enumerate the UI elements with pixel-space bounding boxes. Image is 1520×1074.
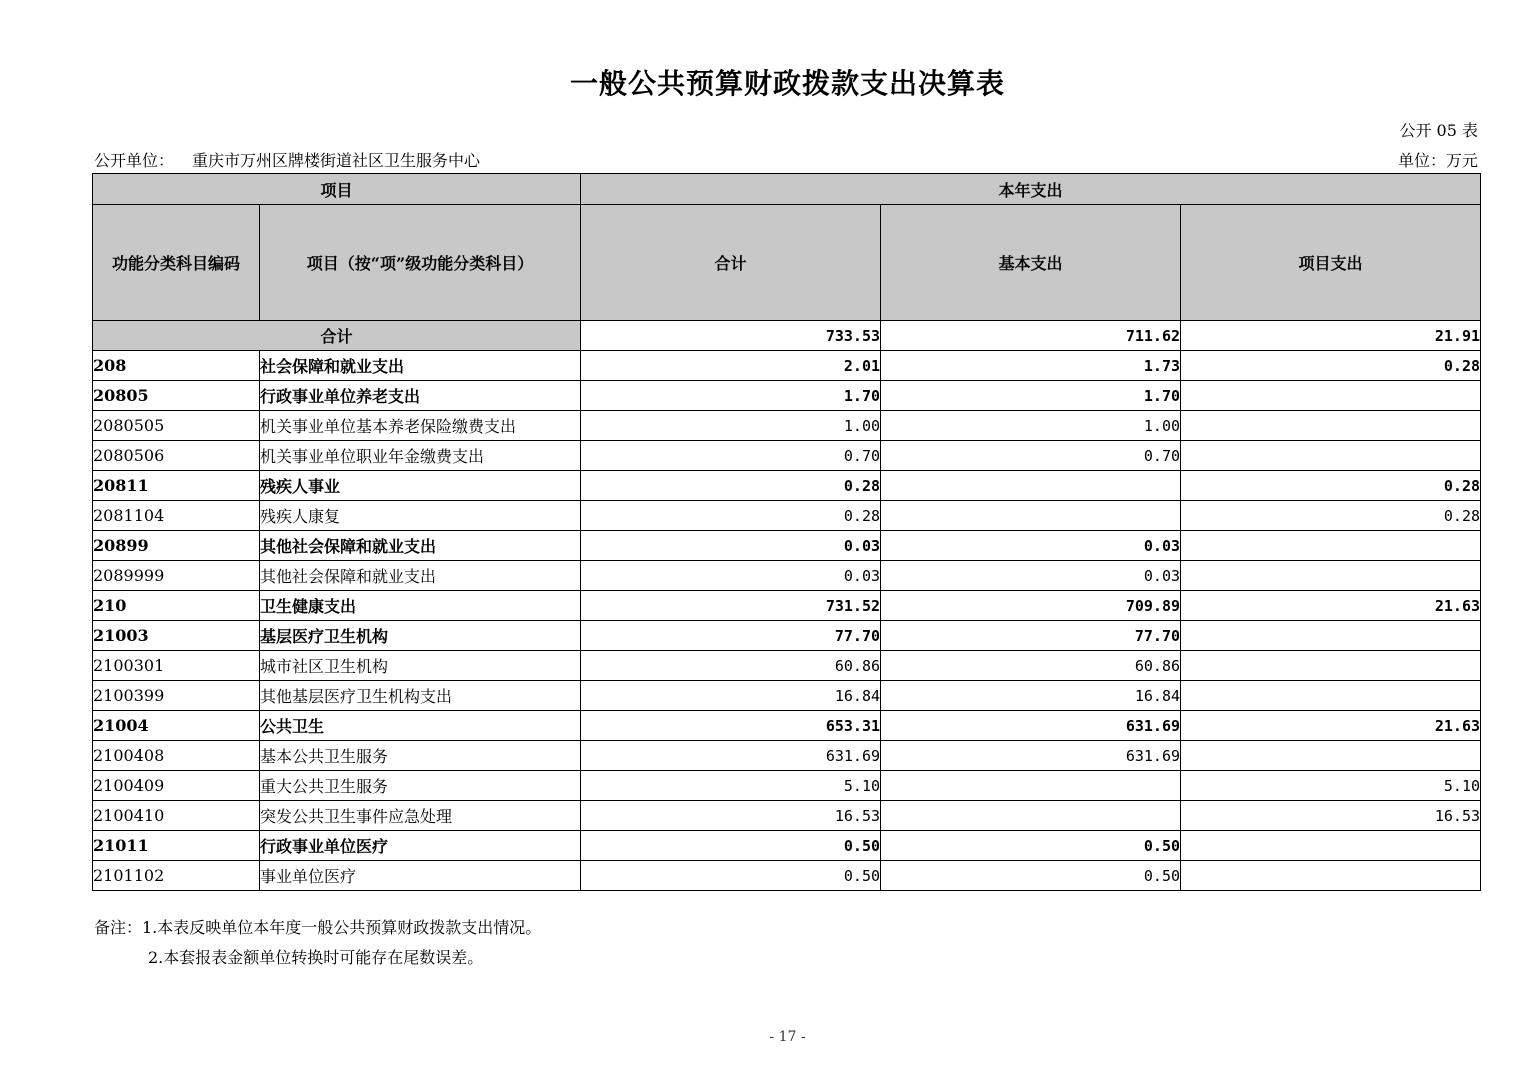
note-line-2: 2.本套报表金额单位转换时可能存在尾数误差。: [148, 948, 484, 967]
row-total: 0.70: [581, 441, 881, 471]
header-group-year: 本年支出: [581, 174, 1481, 205]
row-basic: [881, 771, 1181, 801]
header-project: 项目支出: [1181, 205, 1481, 321]
row-basic: 16.84: [881, 681, 1181, 711]
total-project: 21.91: [1181, 321, 1481, 351]
reporting-unit-label: 公开单位：: [94, 151, 175, 170]
row-name: 残疾人事业: [260, 471, 581, 501]
expenditure-table: [92, 173, 1481, 891]
reporting-unit: [94, 148, 480, 171]
row-name: 重大公共卫生服务: [260, 771, 581, 801]
notes: [94, 913, 541, 973]
row-project: [1181, 861, 1481, 891]
row-total: 16.53: [581, 801, 881, 831]
row-name: 事业单位医疗: [260, 861, 581, 891]
row-project: [1181, 531, 1481, 561]
row-total: 60.86: [581, 651, 881, 681]
row-name: 公共卫生: [260, 711, 581, 741]
row-basic: 1.73: [881, 351, 1181, 381]
row-total: 5.10: [581, 771, 881, 801]
row-code: 2100410: [93, 801, 260, 831]
row-total: 77.70: [581, 621, 881, 651]
row-basic: 709.89: [881, 591, 1181, 621]
row-project: [1181, 681, 1481, 711]
row-total: 653.31: [581, 711, 881, 741]
note-line-1: 备注：1.本表反映单位本年度一般公共预算财政拨款支出情况。: [94, 918, 542, 937]
table-row: [93, 771, 1481, 801]
row-basic: 1.70: [881, 381, 1181, 411]
total-label: 合计: [93, 321, 581, 351]
row-basic: 0.03: [881, 531, 1181, 561]
reporting-unit-name: 重庆市万州区牌楼街道社区卫生服务中心: [192, 151, 481, 170]
row-project: 0.28: [1181, 471, 1481, 501]
row-name: 机关事业单位职业年金缴费支出: [260, 441, 581, 471]
row-total: 16.84: [581, 681, 881, 711]
table-row: [93, 621, 1481, 651]
row-code: 2100399: [93, 681, 260, 711]
table-row: [93, 411, 1481, 441]
table-row: [93, 381, 1481, 411]
row-total: 0.28: [581, 501, 881, 531]
table-row: [93, 501, 1481, 531]
row-basic: [881, 501, 1181, 531]
row-project: [1181, 441, 1481, 471]
row-total: 0.50: [581, 831, 881, 861]
row-name: 机关事业单位基本养老保险缴费支出: [260, 411, 581, 441]
row-code: 2100408: [93, 741, 260, 771]
row-project: [1181, 831, 1481, 861]
form-number: 公开 05 表: [1399, 121, 1478, 140]
row-basic: 1.00: [881, 411, 1181, 441]
row-project: 0.28: [1181, 501, 1481, 531]
row-name: 基层医疗卫生机构: [260, 621, 581, 651]
row-basic: 631.69: [881, 741, 1181, 771]
row-project: 16.53: [1181, 801, 1481, 831]
row-total: 0.03: [581, 531, 881, 561]
row-project: 0.28: [1181, 351, 1481, 381]
row-name: 其他社会保障和就业支出: [260, 531, 581, 561]
row-project: [1181, 561, 1481, 591]
row-name: 社会保障和就业支出: [260, 351, 581, 381]
row-basic: 60.86: [881, 651, 1181, 681]
header-name: 项目（按“项”级功能分类科目）: [260, 205, 581, 321]
total-row: [93, 321, 1481, 351]
row-basic: 0.50: [881, 861, 1181, 891]
row-name: 基本公共卫生服务: [260, 741, 581, 771]
row-name: 其他基层医疗卫生机构支出: [260, 681, 581, 711]
row-basic: 0.50: [881, 831, 1181, 861]
row-project: [1181, 651, 1481, 681]
row-code: 2080506: [93, 441, 260, 471]
row-code: 20899: [93, 531, 260, 561]
header-code: 功能分类科目编码: [93, 205, 260, 321]
page-title: 一般公共预算财政拨款支出决算表: [569, 67, 1005, 100]
total-basic: 711.62: [881, 321, 1181, 351]
row-basic: 0.70: [881, 441, 1181, 471]
table-row: [93, 861, 1481, 891]
header-group-item: 项目: [93, 174, 581, 205]
row-name: 行政事业单位养老支出: [260, 381, 581, 411]
header-total: 合计: [581, 205, 881, 321]
row-total: 2.01: [581, 351, 881, 381]
row-total: 0.03: [581, 561, 881, 591]
currency-unit: 单位：万元: [1397, 151, 1478, 170]
table-row: [93, 831, 1481, 861]
row-basic: [881, 801, 1181, 831]
row-name: 行政事业单位医疗: [260, 831, 581, 861]
row-code: 21003: [93, 621, 260, 651]
row-code: 20805: [93, 381, 260, 411]
row-code: 2080505: [93, 411, 260, 441]
table-row: [93, 351, 1481, 381]
row-project: [1181, 411, 1481, 441]
row-name: 残疾人康复: [260, 501, 581, 531]
row-total: 0.50: [581, 861, 881, 891]
row-code: 2100301: [93, 651, 260, 681]
header-basic: 基本支出: [881, 205, 1181, 321]
row-code: 208: [93, 351, 260, 381]
row-name: 卫生健康支出: [260, 591, 581, 621]
row-basic: 0.03: [881, 561, 1181, 591]
page-number: - 17 -: [769, 1029, 806, 1045]
row-basic: 631.69: [881, 711, 1181, 741]
row-project: 21.63: [1181, 711, 1481, 741]
table-row: [93, 711, 1481, 741]
row-total: 1.00: [581, 411, 881, 441]
row-project: [1181, 381, 1481, 411]
row-total: 1.70: [581, 381, 881, 411]
row-code: 21011: [93, 831, 260, 861]
table-row: [93, 441, 1481, 471]
table-row: [93, 801, 1481, 831]
table-row: [93, 531, 1481, 561]
row-name: 其他社会保障和就业支出: [260, 561, 581, 591]
row-total: 631.69: [581, 741, 881, 771]
row-code: 21004: [93, 711, 260, 741]
table-row: [93, 741, 1481, 771]
table-row: [93, 561, 1481, 591]
table-row: [93, 651, 1481, 681]
row-name: 突发公共卫生事件应急处理: [260, 801, 581, 831]
table-row: [93, 591, 1481, 621]
row-code: 2081104: [93, 501, 260, 531]
row-total: 731.52: [581, 591, 881, 621]
row-code: 2101102: [93, 861, 260, 891]
total-total: 733.53: [581, 321, 881, 351]
row-code: 20811: [93, 471, 260, 501]
row-project: [1181, 741, 1481, 771]
row-total: 0.28: [581, 471, 881, 501]
row-name: 城市社区卫生机构: [260, 651, 581, 681]
row-basic: 77.70: [881, 621, 1181, 651]
row-code: 210: [93, 591, 260, 621]
table-row: [93, 681, 1481, 711]
row-code: 2100409: [93, 771, 260, 801]
row-project: 21.63: [1181, 591, 1481, 621]
row-code: 2089999: [93, 561, 260, 591]
table-row: [93, 471, 1481, 501]
row-project: 5.10: [1181, 771, 1481, 801]
row-basic: [881, 471, 1181, 501]
row-project: [1181, 621, 1481, 651]
